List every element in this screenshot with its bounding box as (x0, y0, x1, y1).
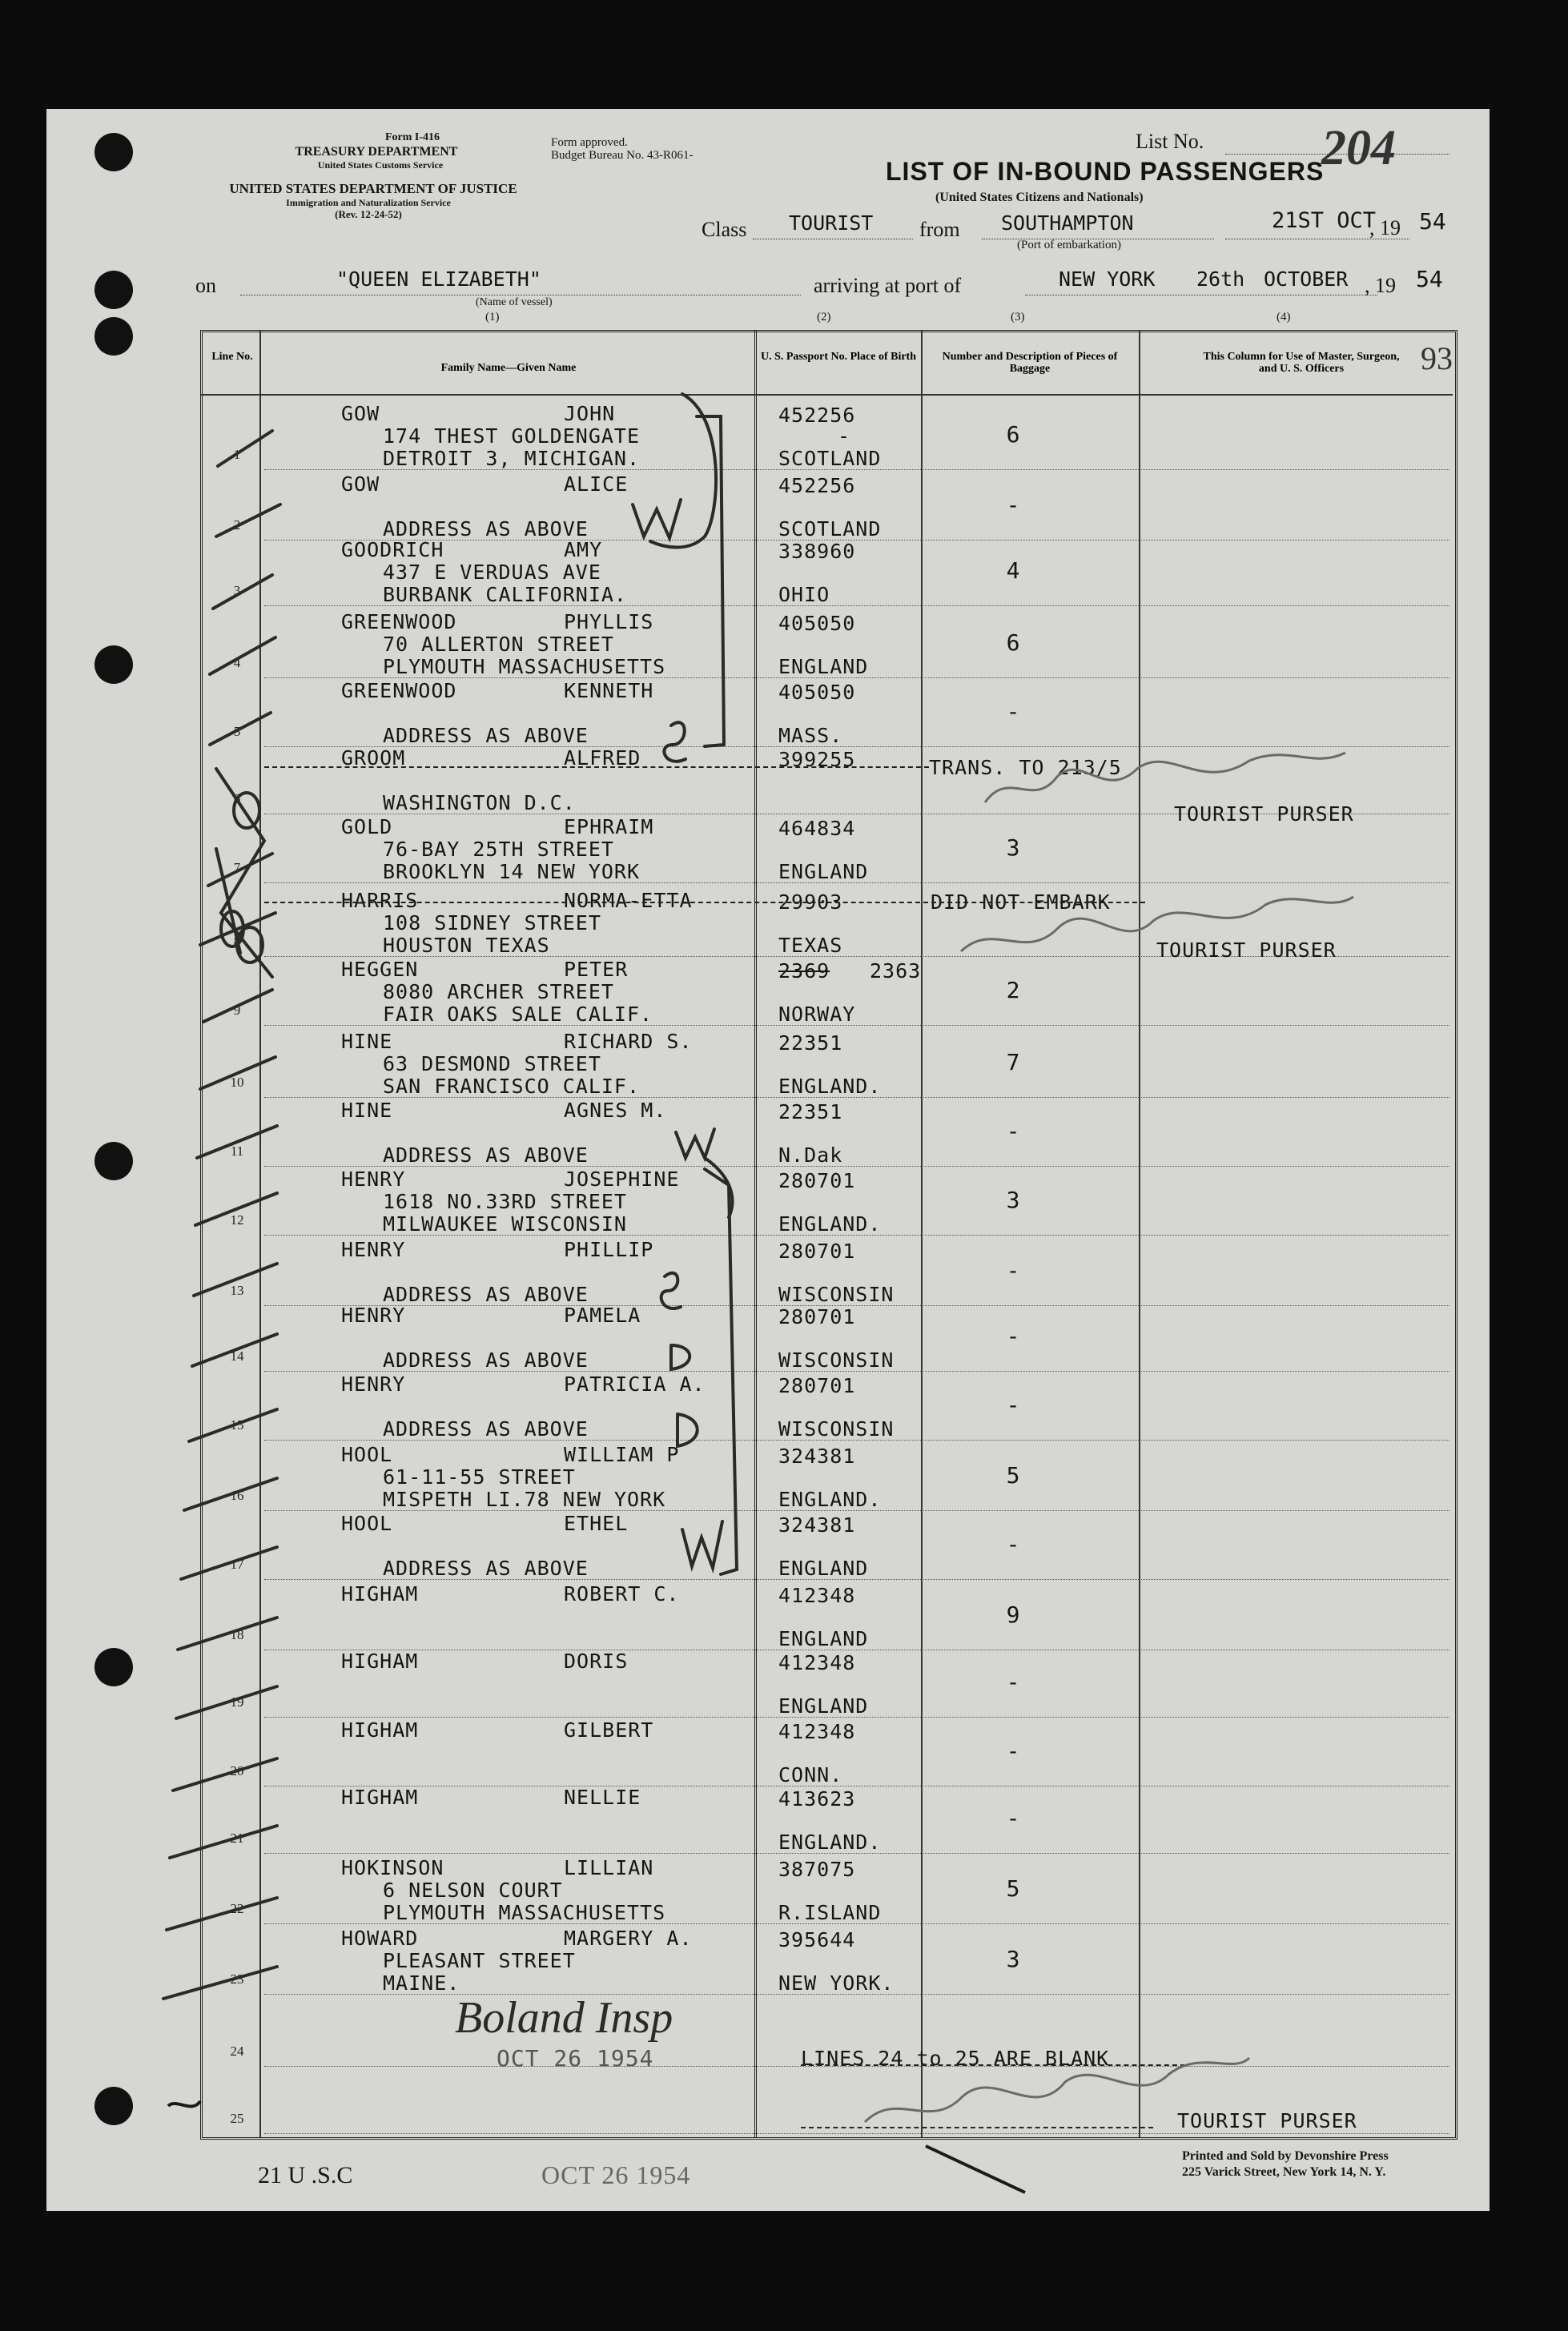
address-line-1: 1618 NO.33RD STREET (383, 1190, 627, 1213)
line-number: 17 (230, 1557, 244, 1572)
line-number: 6 (233, 791, 241, 806)
inspector-signature: Boland Insp (455, 1993, 673, 2043)
customs-service: United States Customs Service (317, 159, 444, 171)
line-number: 3 (233, 583, 241, 598)
address-line-2: PLYMOUTH MASSACHUSETTS (383, 655, 666, 678)
address-line-2: MAINE. (383, 1971, 460, 1995)
given-name: JOSEPHINE (564, 1168, 680, 1191)
place-of-birth: SCOTLAND (778, 447, 882, 470)
depart-date-value: 21ST OCT (1272, 208, 1377, 233)
baggage-count: 5 (1006, 1462, 1020, 1489)
line-number: 16 (230, 1488, 244, 1503)
family-name: HENRY (341, 1238, 406, 1261)
col-header-baggage: Number and Description of Pieces of Baggage (942, 351, 1118, 375)
line-number: 23 (230, 1971, 244, 1987)
passport-number: 412348 (778, 1720, 856, 1743)
family-name: HIGHAM (341, 1718, 419, 1742)
arrival-port: NEW YORK (1059, 267, 1156, 291)
remark-transferred: TRANS. TO 213/5 (929, 756, 1122, 779)
given-name: ALFRED (564, 746, 641, 770)
family-name: HOOL (341, 1512, 393, 1535)
arrival-year: 54 (1416, 266, 1443, 292)
arrival-month: OCTOBER (1264, 267, 1349, 291)
address-line-2: PLYMOUTH MASSACHUSETTS (383, 1901, 666, 1924)
line-number: 4 (233, 655, 241, 670)
family-name: HARRIS (341, 889, 419, 912)
address-line-2: HOUSTON TEXAS (383, 934, 550, 957)
remark-purser-3: TOURIST PURSER (1177, 2109, 1357, 2132)
baggage-count: 3 (1006, 834, 1020, 861)
given-name: EPHRAIM (564, 815, 654, 838)
baggage-count: - (1006, 1738, 1020, 1764)
place-of-birth: CONN. (778, 1763, 843, 1786)
col-number-3: (3) (1011, 311, 1025, 324)
address-line-1: 8080 ARCHER STREET (383, 980, 614, 1003)
address-line-2: FAIR OAKS SALE CALIF. (383, 1003, 653, 1026)
address-line-2: MILWAUKEE WISCONSIN (383, 1212, 627, 1236)
family-name: HENRY (341, 1372, 406, 1396)
baggage-count: - (1006, 1531, 1020, 1557)
arriving-label: arriving at port of (814, 274, 962, 297)
given-name: PHYLLIS (564, 610, 654, 633)
place-of-birth: WISCONSIN (778, 1348, 895, 1372)
place-of-birth: ENGLAND. (778, 1488, 882, 1511)
passport-number: 2369 (778, 959, 830, 983)
address-line-2: ADDRESS AS ABOVE (383, 724, 589, 747)
col-header-name: Family Name—Given Name (440, 362, 577, 374)
place-of-birth: ENGLAND (778, 1627, 869, 1650)
from-value: SOUTHAMPTON (1001, 211, 1134, 235)
baggage-count: - (1006, 1805, 1020, 1831)
date-stamp-2: OCT 26 1954 (541, 2160, 691, 2189)
address-line-1: 61-11-55 STREET (383, 1465, 576, 1489)
form-approved: Form approved. (551, 136, 628, 149)
address-line-2: ADDRESS AS ABOVE (383, 1143, 589, 1167)
vessel-caption: (Name of vessel) (476, 296, 553, 308)
line-number: 2 (233, 517, 241, 533)
passport-number: 405050 (778, 681, 856, 704)
passport-number: 413623 (778, 1787, 856, 1811)
baggage-count: 6 (1006, 421, 1020, 448)
col-number-1: (1) (485, 311, 500, 324)
given-name: AMY (564, 538, 603, 561)
passport-number: 324381 (778, 1513, 856, 1537)
vessel-value: "QUEEN ELIZABETH" (336, 267, 541, 291)
given-name: LILLIAN (564, 1856, 654, 1879)
place-of-birth: ENGLAND. (778, 1075, 882, 1098)
place-of-birth: TEXAS (778, 934, 843, 957)
passport-number: 452256 (778, 404, 856, 427)
line-number: 11 (230, 1143, 244, 1159)
address-line-1: 437 E VERDUAS AVE (383, 561, 601, 584)
given-name: ETHEL (564, 1512, 629, 1535)
given-name: KENNETH (564, 679, 654, 702)
address-line-2: BROOKLYN 14 NEW YORK (383, 860, 641, 883)
passport-number: 399255 (778, 748, 856, 771)
place-of-birth: R.ISLAND (778, 1901, 882, 1924)
treasury-dept: TREASURY DEPARTMENT (295, 145, 458, 159)
printer-line-2: 225 Varick Street, New York 14, N. Y. (1182, 2165, 1386, 2179)
family-name: HENRY (341, 1168, 406, 1191)
passport-number: 405050 (778, 612, 856, 635)
line-number: 10 (230, 1075, 244, 1090)
place-of-birth: SCOTLAND (778, 517, 882, 541)
remark-lines-blank: LINES 24 to 25 ARE BLANK (801, 2047, 1110, 2070)
given-name: PATRICIA A. (564, 1372, 706, 1396)
family-name: GROOM (341, 746, 406, 770)
baggage-count: - (1006, 1323, 1020, 1349)
given-name: AGNES M. (564, 1099, 667, 1122)
class-value: TOURIST (789, 211, 874, 235)
family-name: HOKINSON (341, 1856, 444, 1879)
family-name: GOODRICH (341, 538, 444, 561)
page-subtitle: (United States Citizens and Nationals) (935, 191, 1144, 204)
family-name: GREENWOOD (341, 679, 457, 702)
passport-number: 452256 (778, 474, 856, 497)
passport-number: 395644 (778, 1928, 856, 1951)
form-number: Form I-416 (384, 131, 440, 143)
baggage-count: 7 (1006, 1049, 1020, 1075)
address-line-2: MISPETH LI.78 NEW YORK (383, 1488, 666, 1511)
list-no-value: 204 (1321, 121, 1396, 175)
address-line-2: SAN FRANCISCO CALIF. (383, 1075, 641, 1098)
given-name: PETER (564, 958, 629, 981)
address-line-2: ADDRESS AS ABOVE (383, 1417, 589, 1441)
justice-dept: UNITED STATES DEPARTMENT OF JUSTICE (229, 181, 517, 196)
passport-number: 412348 (778, 1651, 856, 1674)
address-line-1: 63 DESMOND STREET (383, 1052, 601, 1075)
place-of-birth: ENGLAND (778, 1557, 869, 1580)
line-number: 7 (233, 860, 241, 875)
remark-did-not-embark: DID NOT EMBARK (931, 890, 1111, 914)
baggage-count: - (1006, 698, 1020, 725)
baggage-count: 6 (1006, 629, 1020, 656)
revision: (Rev. 12-24-52) (335, 208, 402, 220)
place-of-birth: ENGLAND (778, 860, 869, 883)
given-name: RICHARD S. (564, 1030, 693, 1053)
passport-number: 29903 (778, 890, 843, 914)
col-header-line-no: Line No. (211, 351, 253, 363)
passport-number: 464834 (778, 817, 856, 840)
list-no-label: List No. (1136, 130, 1204, 153)
baggage-count: 3 (1006, 1187, 1020, 1213)
passport-number-alt: - (838, 424, 851, 448)
given-name: JOHN (564, 402, 616, 425)
given-name: DORIS (564, 1650, 629, 1673)
on-label: on (195, 274, 216, 297)
passport-number: 387075 (778, 1858, 856, 1881)
remark-purser-1: TOURIST PURSER (1174, 802, 1354, 826)
line-number: 9 (233, 1003, 241, 1018)
address-line-1: 6 NELSON COURT (383, 1879, 563, 1902)
address-line-2: DETROIT 3, MICHIGAN. (383, 447, 641, 470)
col-number-4: (4) (1277, 311, 1291, 324)
line-number: 5 (233, 724, 241, 739)
given-name: ALICE (564, 472, 629, 496)
line-number: 8 (233, 934, 241, 949)
line-number: 25 (230, 2111, 244, 2126)
address-line-1: 70 ALLERTON STREET (383, 633, 614, 656)
place-of-birth: OHIO (778, 583, 830, 606)
class-label: Class (702, 218, 747, 241)
place-of-birth: MASS. (778, 724, 843, 747)
family-name: GOLD (341, 815, 393, 838)
family-name: HIGHAM (341, 1582, 419, 1606)
passport-number-alt: 2363 (870, 959, 922, 983)
line-number: 1 (233, 447, 241, 462)
given-name: PHILLIP (564, 1238, 654, 1261)
line-number: 22 (230, 1901, 244, 1916)
line-number: 18 (230, 1627, 244, 1642)
place-of-birth: ENGLAND. (778, 1831, 882, 1854)
col-header-passport: U. S. Passport No. Place of Birth (760, 351, 917, 363)
line-number: 19 (230, 1694, 244, 1710)
line-number: 21 (230, 1831, 244, 1846)
given-name: PAMELA (564, 1304, 641, 1327)
passport-number: 280701 (778, 1169, 856, 1192)
passport-number: 338960 (778, 540, 856, 563)
baggage-count: - (1006, 1257, 1020, 1284)
place-of-birth: N.Dak (778, 1143, 843, 1167)
address-line-1: 76-BAY 25TH STREET (383, 838, 614, 861)
baggage-count: 2 (1006, 977, 1020, 1003)
address-line-2: ADDRESS AS ABOVE (383, 1283, 589, 1306)
given-name: MARGERY A. (564, 1927, 693, 1950)
address-line-2: BURBANK CALIFORNIA. (383, 583, 627, 606)
col-header-officers: This Column for Use of Master, Surgeon, and U. S. Officers (1203, 351, 1400, 375)
passport-number: 22351 (778, 1031, 843, 1055)
line-number: 20 (230, 1763, 244, 1778)
family-name: HIGHAM (341, 1650, 419, 1673)
line-number: 13 (230, 1283, 244, 1298)
passport-number: 280701 (778, 1374, 856, 1397)
line-number: 14 (230, 1348, 244, 1364)
baggage-count: 5 (1006, 1875, 1020, 1902)
given-name: ROBERT C. (564, 1582, 680, 1606)
address-line-1: 174 THEST GOLDENGATE (383, 424, 641, 448)
given-name: NELLIE (564, 1786, 641, 1809)
budget-bureau: Budget Bureau No. 43-R061- (551, 149, 694, 162)
family-name: HEGGEN (341, 958, 419, 981)
given-name: WILLIAM P (564, 1443, 680, 1466)
printer-line-1: Printed and Sold by Devonshire Press (1182, 2149, 1389, 2163)
place-of-birth: ENGLAND (778, 1694, 869, 1718)
place-of-birth: ENGLAND. (778, 1212, 882, 1236)
address-line-1: PLEASANT STREET (383, 1949, 576, 1972)
address-line-2: ADDRESS AS ABOVE (383, 1348, 589, 1372)
family-name: HINE (341, 1030, 393, 1053)
depart-year-prefix: , 19 (1369, 216, 1401, 239)
col-number-2: (2) (817, 311, 831, 324)
passport-number: 324381 (778, 1445, 856, 1468)
line-number: 24 (230, 2044, 244, 2059)
port-embark-caption: (Port of embarkation) (1017, 239, 1121, 251)
family-name: GREENWOOD (341, 610, 457, 633)
place-of-birth: NEW YORK. (778, 1971, 895, 1995)
place-of-birth: WISCONSIN (778, 1417, 895, 1441)
given-name: NORMA-ETTA (564, 889, 693, 912)
baggage-count: 3 (1006, 1946, 1020, 1972)
baggage-count: 4 (1006, 557, 1020, 584)
arrival-day: 26th (1196, 267, 1245, 291)
place-of-birth: ENGLAND (778, 655, 869, 678)
address-line-2: ADDRESS AS ABOVE (383, 517, 589, 541)
sheet-number: 93 (1421, 340, 1453, 376)
passport-number: 280701 (778, 1305, 856, 1328)
passport-number: 22351 (778, 1100, 843, 1123)
page-title: LIST OF IN-BOUND PASSENGERS (886, 157, 1325, 186)
footer-usc: 21 U .S.C (258, 2162, 353, 2188)
family-name: HOWARD (341, 1927, 419, 1950)
given-name: GILBERT (564, 1718, 654, 1742)
line-number: 12 (230, 1212, 244, 1228)
baggage-count: - (1006, 1669, 1020, 1695)
baggage-count: - (1006, 492, 1020, 518)
arrival-year-prefix: , 19 (1365, 274, 1396, 297)
baggage-count: - (1006, 1118, 1020, 1144)
address-line-1: 108 SIDNEY STREET (383, 911, 601, 934)
baggage-count: - (1006, 1392, 1020, 1418)
family-name: HOOL (341, 1443, 393, 1466)
address-line-2: WASHINGTON D.C. (383, 791, 576, 814)
baggage-count: 9 (1006, 1602, 1020, 1628)
family-name: HIGHAM (341, 1786, 419, 1809)
family-name: GOW (341, 472, 380, 496)
date-stamp-1: OCT 26 1954 (497, 2045, 654, 2072)
passport-number: 280701 (778, 1240, 856, 1263)
line-number: 15 (230, 1417, 244, 1433)
passport-number: 412348 (778, 1584, 856, 1607)
from-label: from (919, 218, 960, 241)
address-line-2: ADDRESS AS ABOVE (383, 1557, 589, 1580)
place-of-birth: WISCONSIN (778, 1283, 895, 1306)
place-of-birth: NORWAY (778, 1003, 856, 1026)
remark-purser-2: TOURIST PURSER (1156, 938, 1337, 962)
ins-service: Immigration and Naturalization Service (286, 197, 451, 208)
family-name: HENRY (341, 1304, 406, 1327)
family-name: GOW (341, 402, 380, 425)
family-name: HINE (341, 1099, 393, 1122)
depart-year: 54 (1419, 208, 1446, 235)
